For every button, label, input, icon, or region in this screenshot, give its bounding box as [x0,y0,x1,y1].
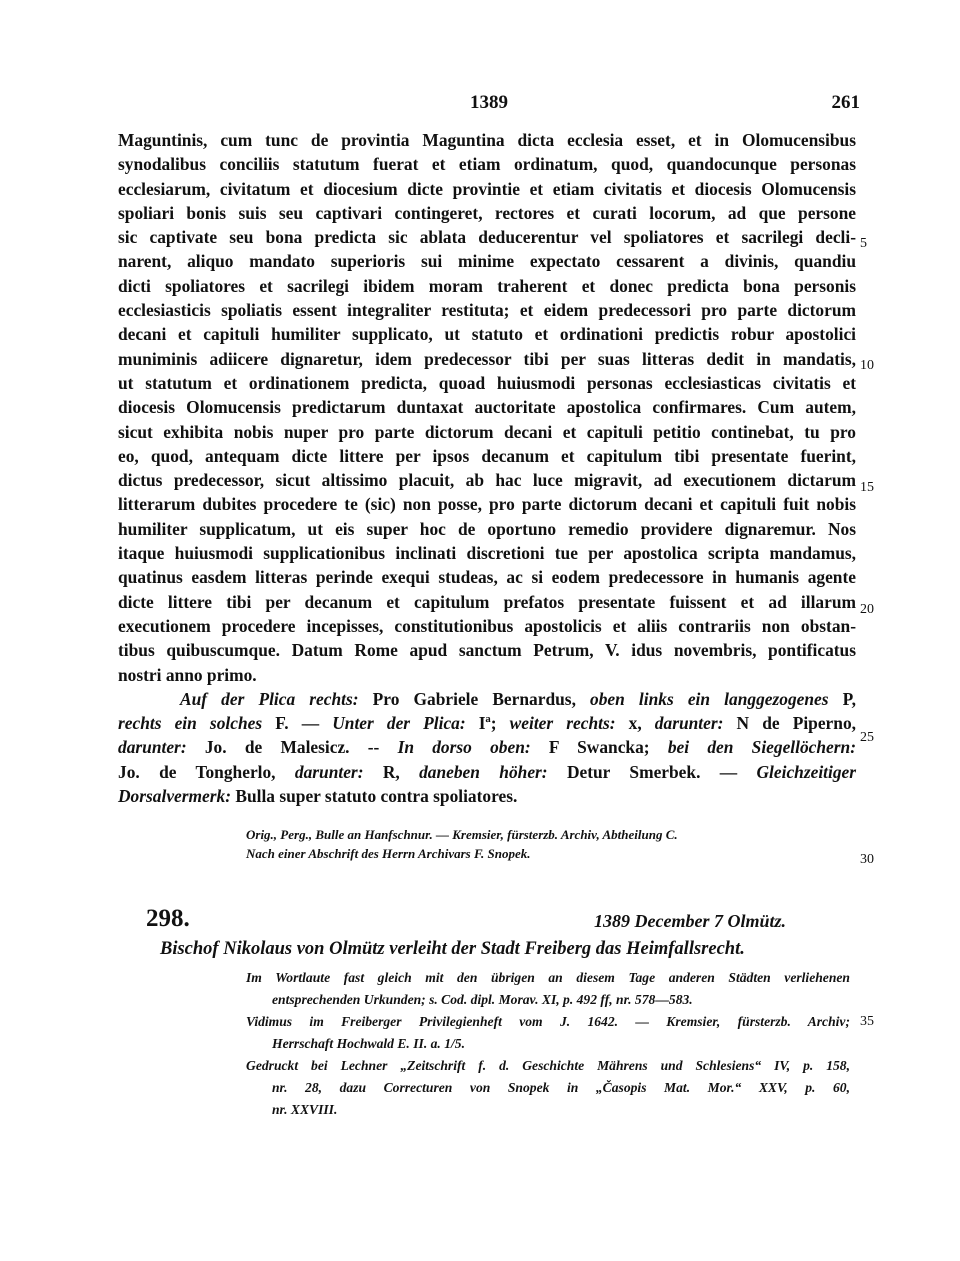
body-line: Maguntinis, cum tunc de provintia Maguntina dicta ecclesia esset, et in Olomucensibus [118,130,856,150]
body-line: quatinus easdem litteras perinde exequi studeas, ac si eodem predecessore in humanis agente [118,567,856,588]
document-date-place: 1389 December 7 Olmütz. [594,911,786,931]
body-line: ecclesiasticis spoliatis essent integraliter restituta; et eidem predecessori pro parte dictorum [118,300,856,321]
plica-run: daneben höher: [419,761,567,782]
plica-run: bei den Siegellöchern: [667,737,856,758]
plica-run: Auf der Plica rechts: [180,688,373,709]
document-note: Vidimus im Freiberger Privilegienheft vom J. 1642. — Kremsier, fürsterzb. Archiv; [246,1014,850,1029]
plica-run: P, [842,688,856,709]
document-note: entsprechenden Urkunden; s. Cod. dipl. Morav. XI, p. 492 ff, nr. 578—583. [272,992,693,1007]
body-line: sic captivate seu bona predicta sic ablata deducerentur vel spoliatores et sacrilegi decli- [118,227,856,248]
plica-line [118,687,856,711]
source-note: Nach einer Abschrift des Herrn Archivars F. Snopek. [246,846,531,861]
plica-run: weiter rechts: [509,713,629,734]
document-note: Herrschaft Hochwald E. II. a. 1/5. [272,1036,465,1051]
plica-run: Iª; [478,713,510,734]
margin-line-number: 5 [860,236,867,251]
document-note: nr. XXVIII. [272,1102,338,1117]
body-line: dicti spoliatores et sacrilegi ibidem moram traherent et donec predicta bona personis [118,275,856,296]
body-line: muniminis adiicere dignaretur, idem predecessor tibi per suas litteras dedit in mandatis, [118,348,856,369]
body-line: humiliter supplicatum, ut eis super hoc de oportuno remedio providere dignaremur. Nos [118,518,856,539]
page-header [118,92,860,118]
plica-run: oben links ein langgezogenes [590,688,843,709]
plica-run: Pro Gabriele Bernardus, [372,688,591,709]
plica-notes [118,687,856,808]
body-line: decani et capituli humiliter supplicato, ut statuto et ordinationi predictis robur apostolici [118,324,856,345]
margin-line-number: 25 [860,730,874,745]
plica-line [118,760,856,784]
margin-line-number: 10 [860,358,874,373]
plica-run: Detur Smerbek. — [566,761,757,782]
plica-run: darunter: [118,737,205,758]
body-line: itaque huiusmodi supplicationibus inclinati discretioni tue per apostolica scripta mandamus, [118,543,856,564]
plica-run: In dorso oben: [397,737,549,758]
plica-run: darunter: [294,761,383,782]
document-title: Bischof Nikolaus von Olmütz verleiht der Stadt Freiberg das Heimfallsrecht. [160,939,745,959]
plica-run: rechts ein solches [118,713,276,734]
body-line: sicut exhibita nobis nuper pro parte dictorum decani et capituli petitio continebat, tu pro [118,421,856,442]
plica-run: Bulla super statuto contra spoliatores. [235,786,518,807]
plica-run: Unter der Plica: [332,713,479,734]
document-note: Gedruckt bei Lechner „Zeitschrift f. d. Geschichte Mährens und Schlesiens“ IV, p. 158, [246,1058,850,1073]
body-line: spoliari bonis suis seu captivari contingeret, rectores et curati locorum, ad que persone [118,202,856,223]
plica-run: Jo. de Malesicz. -- [204,737,398,758]
plica-run: R, [382,761,420,782]
plica-run: darunter: [654,713,737,734]
plica-run: F Swancka; [548,737,668,758]
body-line: ecclesiarum, civitatum et diocesium dicte provintie et etiam civitatis et diocesis Olomucensis [118,178,856,199]
body-line: dictus predecessor, sicut altissimo placuit, ab hac luce migravit, ad executionem dictarum [118,470,856,491]
plica-run: F. — [275,713,333,734]
plica-run: N de Piperno, [736,713,856,734]
body-line: narent, aliquo mandato superioris sui minime expectato cessarent a divinis, quandiu [118,251,856,272]
page-number: 261 [831,92,860,113]
document-note: Im Wortlaute fast gleich mit den übrigen an diesem Tage anderen Städten verliehenen [246,970,850,985]
source-note: Orig., Perg., Bulle an Hanfschnur. — Kremsier, fürsterzb. Archiv, Abtheilung C. [246,827,678,842]
body-line: synodalibus conciliis statutum fuerat et etiam ordinatum, quod, quandocunque personas [118,154,856,175]
document-note: nr. 28, dazu Correcturen von Snopek in „Časopis Mat. Mor.“ XXV, p. 60, [272,1080,850,1095]
document-notes [246,967,850,1121]
plica-line [118,735,856,759]
plica-run: Jo. de Tongherlo, [118,761,295,782]
source-notes [246,825,678,863]
margin-line-number: 20 [860,602,874,617]
body-line: dicte littere tibi per decanum et capitulum prefatos presentate fuissent et ad illarum [118,591,856,612]
plica-line [118,711,856,735]
body-line: nostri anno primo. [118,664,257,685]
plica-run: x, [628,713,655,734]
document-number: 298. [146,905,190,932]
body-line: eo, quod, antequam dicte littere per ipsos decanum et capitulum tibi presentate fuerint, [118,445,856,466]
plica-run: Gleichzeitiger [756,761,856,782]
body-line: litterarum dubites procedere te (sic) non posse, pro parte dictorum decani et capituli fuit nobis [118,494,856,515]
running-year: 1389 [470,92,508,113]
body-line: ut statutum et ordinationem predicta, quoad huiusmodi personas ecclesiasticas civitatis et [118,372,856,393]
plica-run: Dorsalvermerk: [118,786,236,807]
margin-line-number: 30 [860,852,874,867]
body-line: executionem procedere incepisses, constitutionibus apostolicis et aliis contrariis non obstan- [118,615,856,636]
plica-line [118,784,856,808]
body-line: diocesis Olomucensis predictarum duntaxat auctoritate apostolica confirmares. Cum autem, [118,397,856,418]
margin-line-number: 35 [860,1014,874,1029]
body-line: tibus quibuscumque. Datum Rome apud sanctum Petrum, V. idus novembris, pontificatus [118,640,856,661]
margin-line-number: 15 [860,480,874,495]
document-body [118,128,856,808]
